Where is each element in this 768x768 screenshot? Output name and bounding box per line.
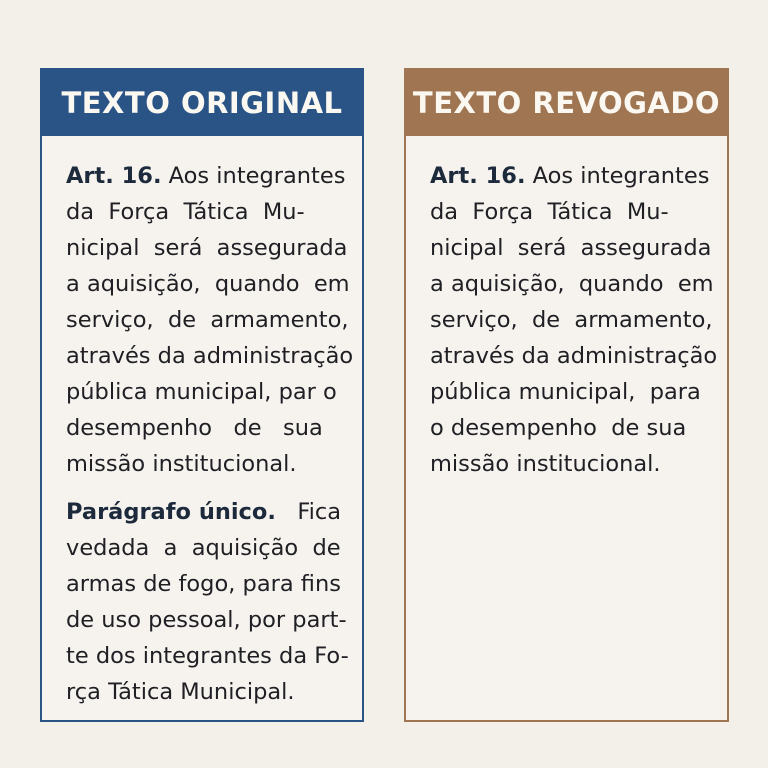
original-article-block [66,158,362,482]
article-text-line: Aos integrantes [161,163,346,189]
article-text-line: missão institucional. [66,451,297,477]
article-text-line: o desempenho de sua [430,415,687,441]
article-text-line: nicipal será assegurada [66,235,348,261]
article-text-line: pública municipal, par o [66,379,337,405]
article-label: Art. 16. [430,163,526,189]
article-text-line: missão institucional. [430,451,661,477]
article-text-line: pública municipal, para [430,379,701,405]
paragraph-first-line [66,494,362,530]
paragraph-text-line: vedada a aquisição de [66,535,341,561]
original-panel-title: TEXTO ORIGINAL [42,70,362,136]
article-text-line: serviço, de armamento, [66,307,349,333]
paragraph-text-line: de uso pessoal, por part- [66,607,347,633]
paragraph-text-line: rça Tática Municipal. [66,679,295,705]
revoked-article-block [430,158,727,482]
article-text-line: nicipal será assegurada [430,235,712,261]
paragraph-label: Parágrafo único. [66,499,276,525]
article-first-line [430,158,727,194]
article-text-line: da Força Tática Mu- [430,199,669,225]
revoked-panel-title: TEXTO REVOGADO [406,70,727,136]
original-paragraph-block [66,494,362,710]
paragraph-text-line: te dos integrantes da Fo- [66,643,349,669]
article-first-line [66,158,362,194]
article-text-line: através da administração [430,343,718,369]
article-text-line: a aquisição, quando em [66,271,350,297]
article-text-line: desempenho de sua [66,415,323,441]
article-text-line: Aos integrantes [525,163,710,189]
article-text-line: a aquisição, quando em [430,271,714,297]
paragraph-text-line: armas de fogo, para fins [66,571,341,597]
revoked-panel-body [406,136,727,482]
paragraph-text-line: Fica [275,499,342,525]
original-panel-body [42,136,362,710]
article-label: Art. 16. [66,163,162,189]
article-text-line: serviço, de armamento, [430,307,713,333]
article-text-line: através da administração [66,343,354,369]
revoked-text-panel [404,68,729,722]
article-text-line: da Força Tática Mu- [66,199,305,225]
original-text-panel [40,68,364,722]
